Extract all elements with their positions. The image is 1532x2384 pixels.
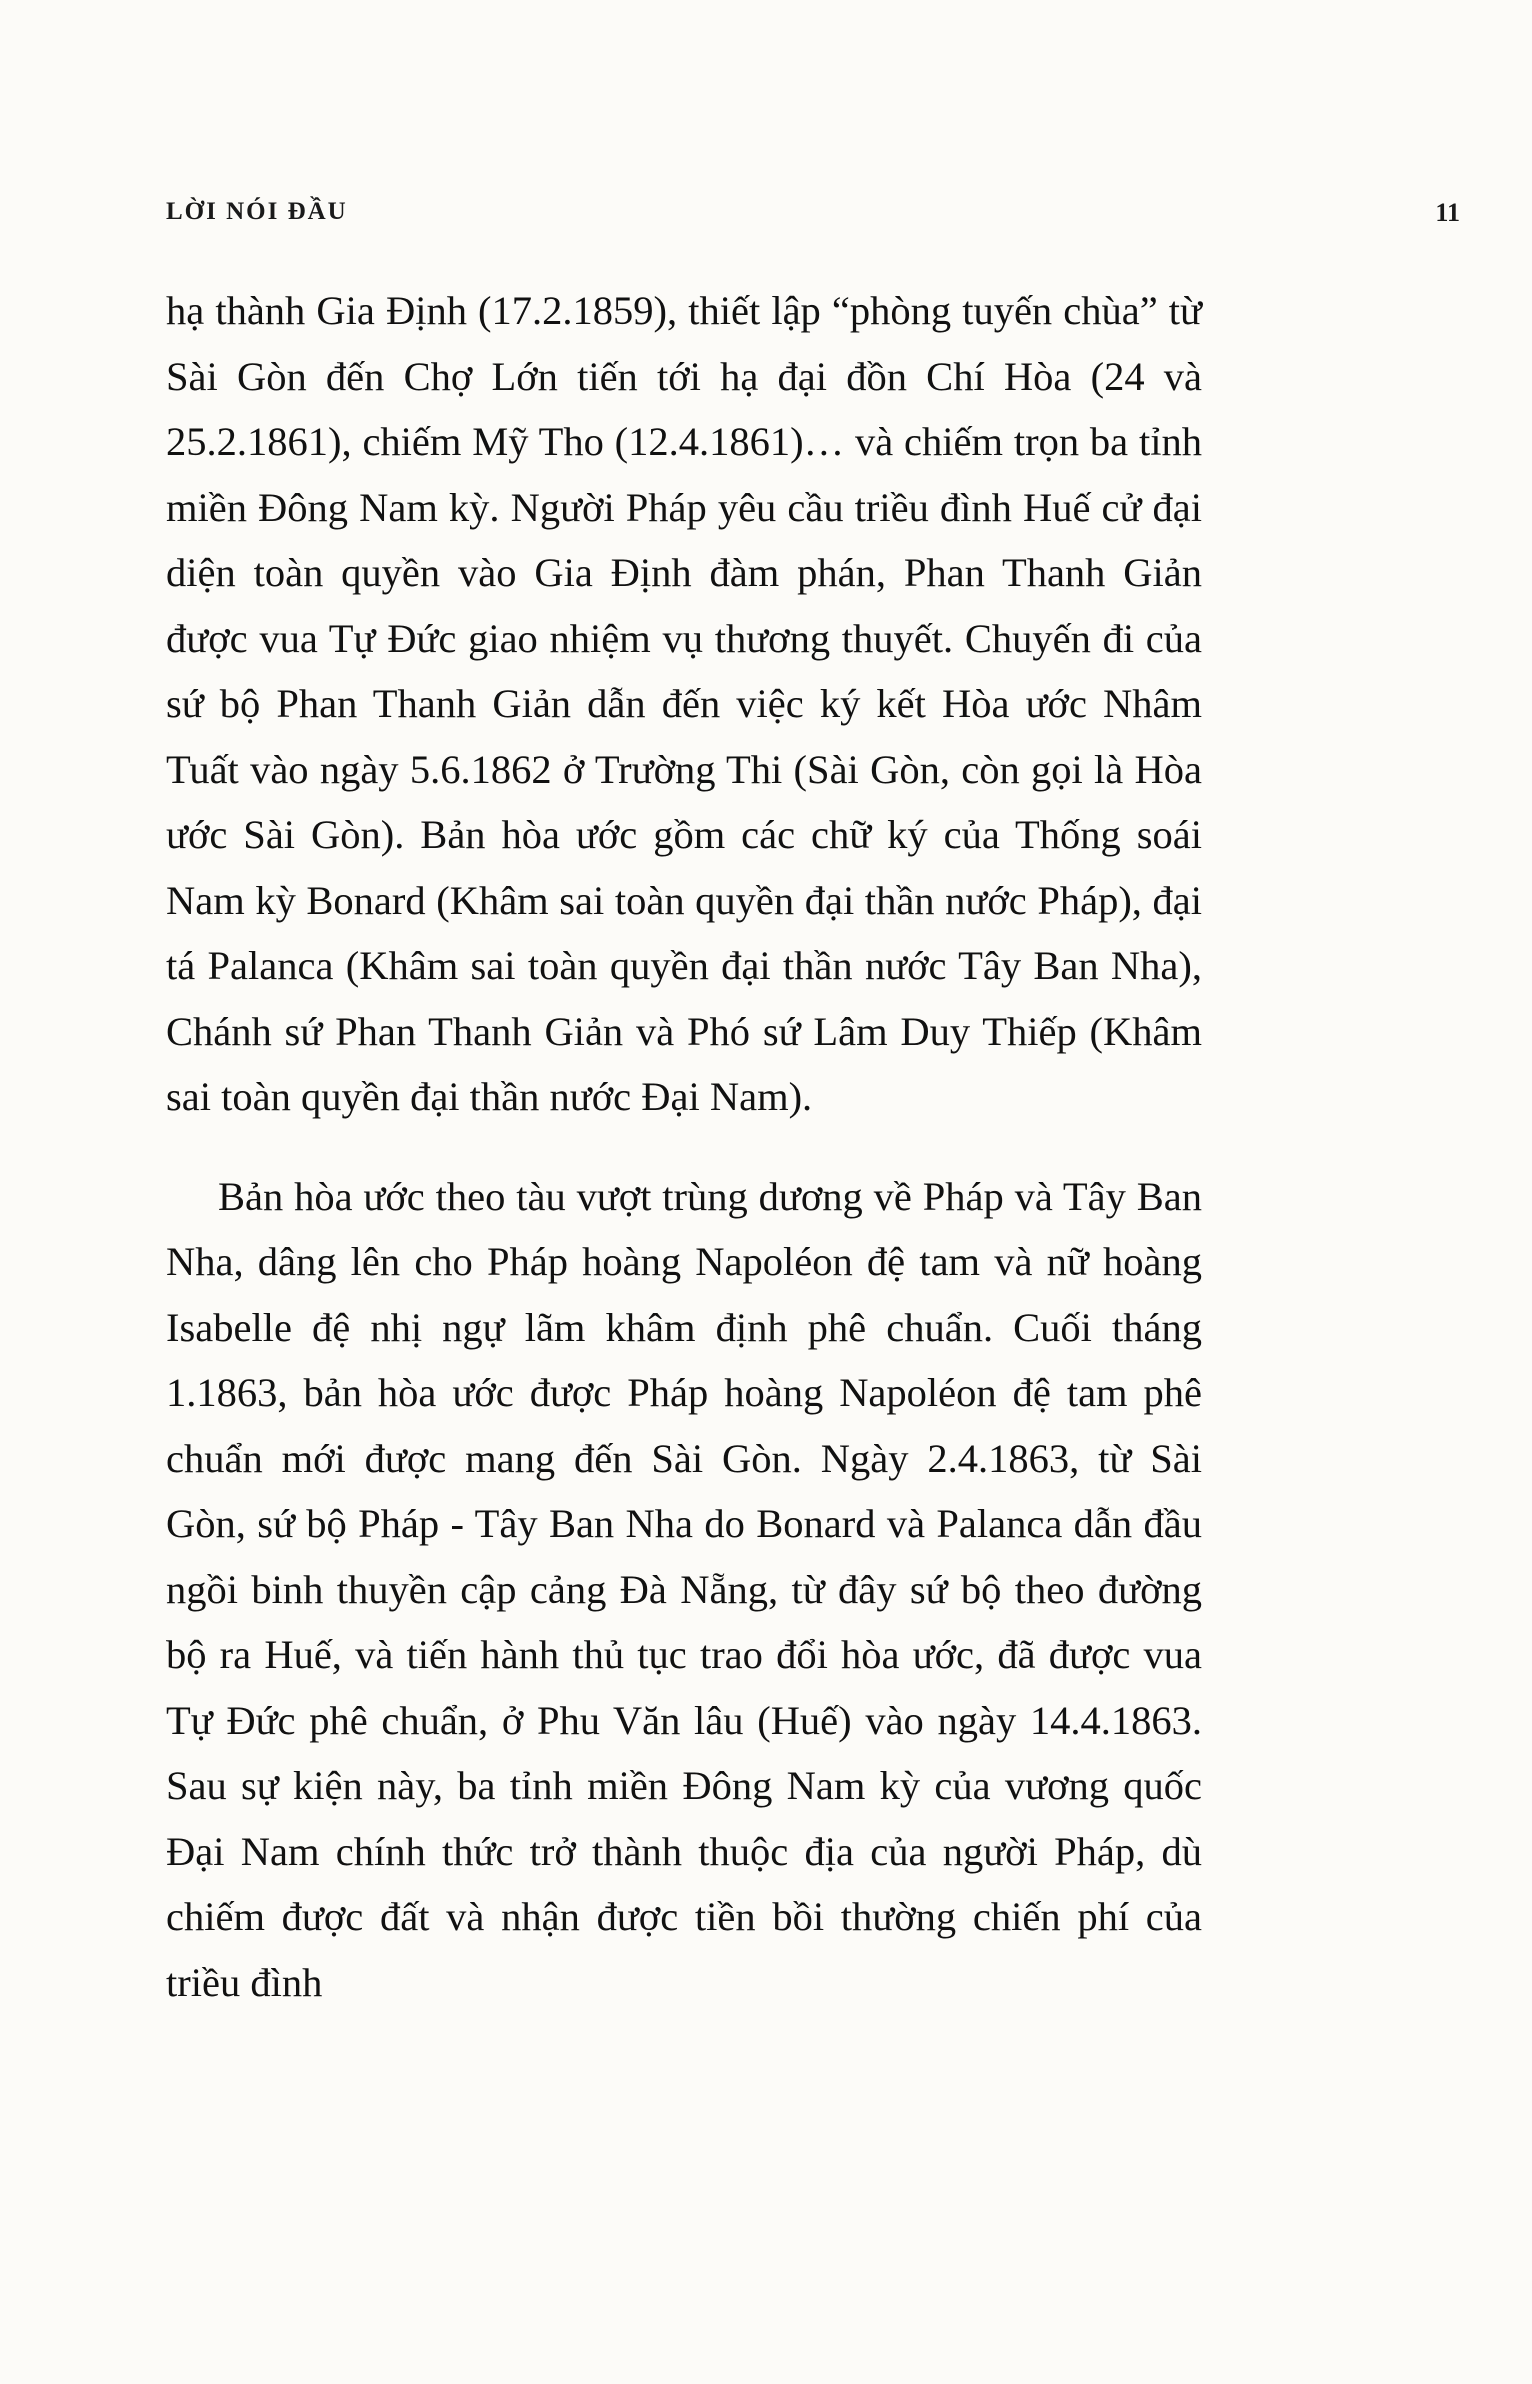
page-number: 11 xyxy=(1435,198,1460,227)
body-text xyxy=(166,278,1202,2015)
running-header xyxy=(166,198,1466,238)
chapter-title: LỜI NÓI ĐẦU xyxy=(166,198,348,225)
paragraph: Bản hòa ước theo tàu vượt trùng dương về Pháp và Tây Ban Nha, dâng lên cho Pháp hoàng Napoléon đệ tam và nữ hoàng Isabelle đệ nhị ngự lãm khâm định phê chuẩn. Cuối tháng 1.1863, bản hòa ước được Pháp hoàng Napoléon đệ tam phê chuẩn mới được mang đến Sài Gòn. Ngày 2.4.1863, từ Sài Gòn, sứ bộ Pháp - Tây Ban Nha do Bonard và Palanca dẫn đầu ngồi binh thuyền cập cảng Đà Nẵng, từ đây sứ bộ theo đường bộ ra Huế, và tiến hành thủ tục trao đổi hòa ước, đã được vua Tự Đức phê chuẩn, ở Phu Văn lâu (Huế) vào ngày 14.4.1863. Sau sự kiện này, ba tỉnh miền Đông Nam kỳ của vương quốc Đại Nam chính thức trở thành thuộc địa của người Pháp, dù chiếm được đất và nhận được tiền bồi thường chiến phí của triều đình xyxy=(166,1173,1202,2005)
paragraph: hạ thành Gia Định (17.2.1859), thiết lập “phòng tuyến chùa” từ Sài Gòn đến Chợ Lớn tiến tới hạ đại đồn Chí Hòa (24 và 25.2.1861), chiếm Mỹ Tho (12.4.1861)… và chiếm trọn ba tỉnh miền Đông Nam kỳ. Người Pháp yêu cầu triều đình Huế cử đại diện toàn quyền vào Gia Định đàm phán, Phan Thanh Giản được vua Tự Đức giao nhiệm vụ thương thuyết. Chuyến đi của sứ bộ Phan Thanh Giản dẫn đến việc ký kết Hòa ước Nhâm Tuất vào ngày 5.6.1862 ở Trường Thi (Sài Gòn, còn gọi là Hòa ước Sài Gòn). Bản hòa ước gồm các chữ ký của Thống soái Nam kỳ Bonard (Khâm sai toàn quyền đại thần nước Pháp), đại tá Palanca (Khâm sai toàn quyền đại thần nước Tây Ban Nha), Chánh sứ Phan Thanh Giản và Phó sứ Lâm Duy Thiếp (Khâm sai toàn quyền đại thần nước Đại Nam). xyxy=(166,288,1202,1119)
